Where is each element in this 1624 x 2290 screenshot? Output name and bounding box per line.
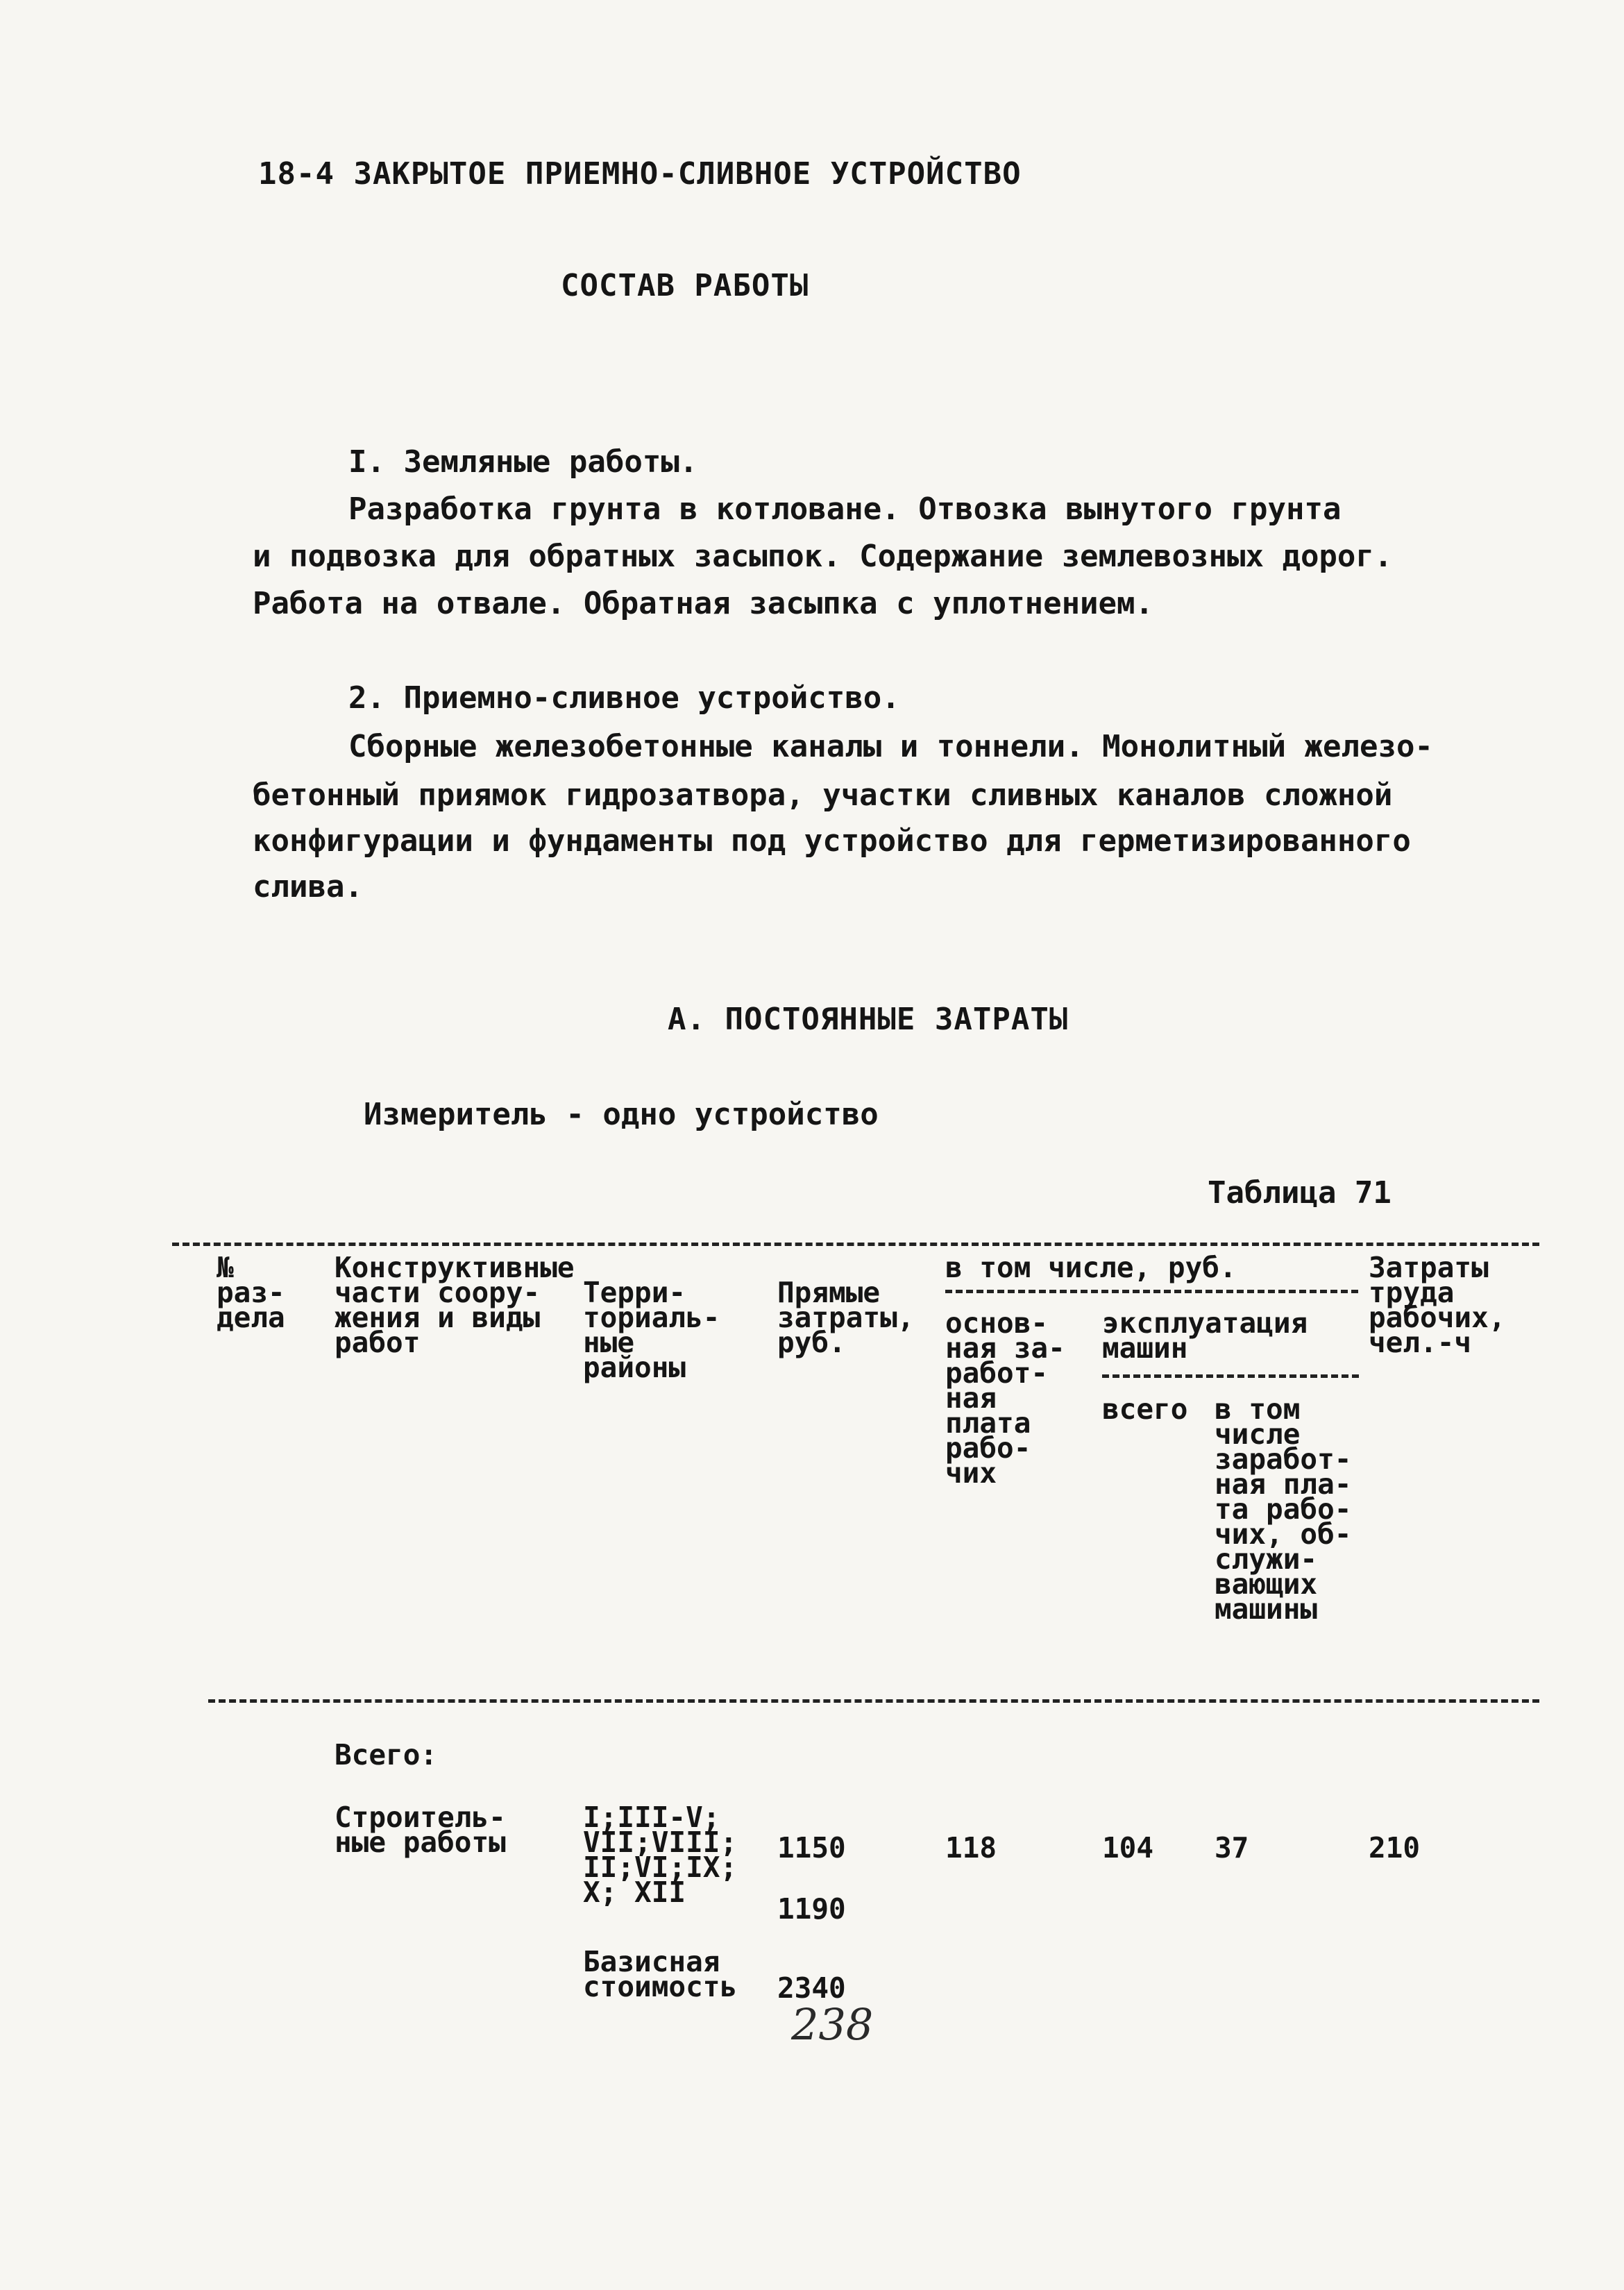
- work-line: слива.: [253, 869, 363, 904]
- row-construction-parts: Строитель- ные работы: [335, 1801, 506, 1859]
- work-line: Работа на отвале. Обратная засыпка с уплотнением.: [253, 586, 1154, 621]
- header-machines-total: всего: [1102, 1392, 1188, 1426]
- row-direct-cost-1: 1150: [777, 1831, 846, 1864]
- header-machines-wage: в том числе заработ- ная пла- та рабо- чих, об- служи- вающих машины: [1215, 1392, 1352, 1626]
- section-title: 18-4 ЗАКРЫТОЕ ПРИЕМНО-СЛИВНОЕ УСТРОЙСТВО: [258, 156, 1022, 192]
- header-regions: Терри- ториаль- ные районы: [583, 1276, 720, 1384]
- header-group-rule: [945, 1290, 1358, 1293]
- row-labor-costs: 210: [1369, 1831, 1421, 1864]
- header-machines-rule: [1102, 1374, 1359, 1378]
- subtitle: СОСТАВ РАБОТЫ: [561, 268, 809, 303]
- header-including-group: в том числе, руб.: [945, 1251, 1237, 1284]
- row-base-cost-label: Базисная стоимость: [583, 1945, 738, 2003]
- header-machines-group: эксплуатация машин: [1102, 1306, 1308, 1365]
- row-direct-cost-base: 2340: [777, 1971, 846, 2005]
- work-line: конфигурации и фундаменты под устройство для герметизированного: [253, 823, 1411, 859]
- header-direct-costs: Прямые затраты, руб.: [777, 1276, 915, 1359]
- work-line: Сборные железобетонные каналы и тоннели. Монолитный железо-: [348, 729, 1433, 764]
- work-heading-earth: I. Земляные работы.: [348, 444, 698, 480]
- row-direct-cost-2: 1190: [777, 1892, 846, 1926]
- table-label: Таблица 71: [1208, 1175, 1392, 1211]
- total-label: Всего:: [335, 1738, 438, 1771]
- row-regions-group-1: I;III-V; VII;VIII;: [583, 1801, 738, 1859]
- row-machines-total: 104: [1102, 1831, 1154, 1864]
- work-line: и подвозка для обратных засыпок. Содержание землевозных дорог.: [253, 539, 1393, 574]
- table-top-rule: [172, 1243, 1539, 1246]
- header-construction-parts: Конструктивные части соору- жения и виды работ: [335, 1251, 575, 1359]
- table-header-bottom-rule: [208, 1699, 1539, 1703]
- row-machines-wage: 37: [1215, 1831, 1249, 1864]
- costs-title: А. ПОСТОЯННЫЕ ЗАТРАТЫ: [668, 1002, 1069, 1037]
- header-base-wage: основ- ная за- работ- ная плата рабо- чих: [945, 1306, 1065, 1490]
- work-heading-device: 2. Приемно-сливное устройство.: [348, 680, 900, 716]
- row-base-wage: 118: [945, 1831, 997, 1864]
- row-regions-group-2: II;VI;IX; X; XII: [583, 1851, 738, 1909]
- work-line: Разработка грунта в котловане. Отвозка вынутого грунта: [348, 491, 1342, 527]
- work-line: бетонный приямок гидрозатвора, участки сливных каналов сложной: [253, 777, 1393, 813]
- header-labor-costs: Затраты труда рабочих, чел.-ч: [1369, 1251, 1506, 1359]
- header-section-number: № раз- дела: [217, 1251, 285, 1334]
- handwritten-page-number: 238: [791, 1999, 874, 2050]
- measure-unit: Измеритель - одно устройство: [364, 1097, 879, 1132]
